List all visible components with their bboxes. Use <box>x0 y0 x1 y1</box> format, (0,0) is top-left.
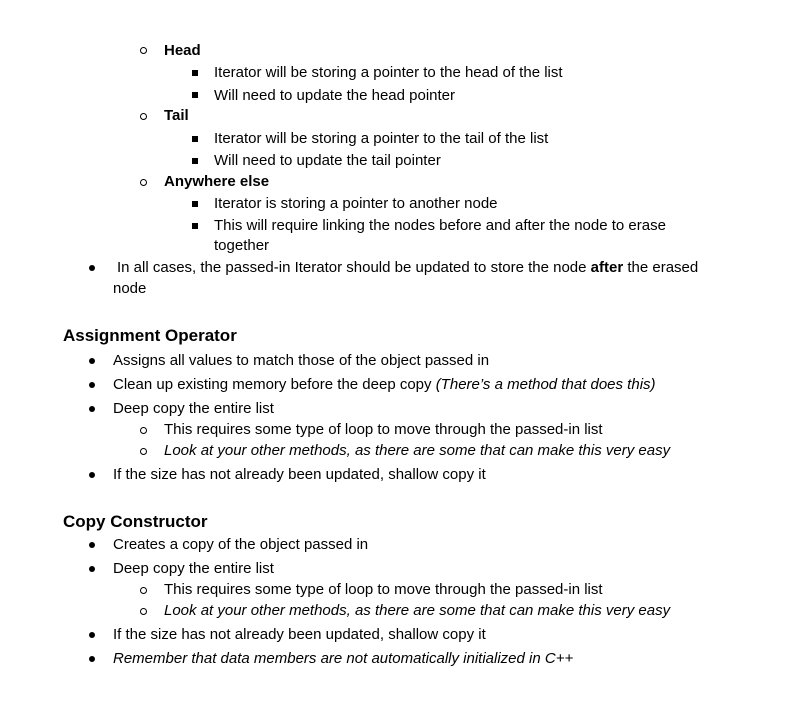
copy-item: Deep copy the entire list <box>113 560 274 577</box>
square-bullet-icon <box>192 201 198 207</box>
assignment-item <box>113 376 656 394</box>
disc-bullet-icon <box>89 632 95 638</box>
copy-constructor-heading: Copy Constructor <box>63 512 208 531</box>
hollow-circle-bullet-icon <box>140 113 147 120</box>
case-head-detail: Will need to update the head pointer <box>214 87 456 104</box>
copy-subitem: This requires some type of loop to move through the passed-in list <box>164 581 603 598</box>
all-cases-text: In all cases, the passed-in Iterator should be updated to store the node <box>117 259 591 276</box>
disc-bullet-icon <box>89 358 95 364</box>
assignment-subitem: This requires some type of loop to move through the passed-in list <box>164 421 603 438</box>
case-tail-detail: Iterator will be storing a pointer to the tail of the list <box>214 130 549 147</box>
square-bullet-icon <box>192 158 198 164</box>
case-tail-detail: Will need to update the tail pointer <box>214 152 441 169</box>
case-anywhere-title: Anywhere else <box>164 173 270 190</box>
hollow-circle-bullet-icon <box>140 587 147 594</box>
assignment-item: Assigns all values to match those of the object passed in <box>113 352 490 369</box>
hollow-circle-bullet-icon <box>140 427 147 434</box>
square-bullet-icon <box>192 223 198 229</box>
copy-item: Creates a copy of the object passed in <box>113 536 369 553</box>
copy-subitem: Look at your other methods, as there are some that can make this very easy <box>164 602 671 619</box>
case-head-detail: Iterator will be storing a pointer to the head of the list <box>214 64 563 81</box>
copy-item: If the size has not already been updated, shallow copy it <box>113 626 486 643</box>
case-tail-title: Tail <box>164 107 189 124</box>
disc-bullet-icon <box>89 566 95 572</box>
disc-bullet-icon <box>89 406 95 412</box>
disc-bullet-icon <box>89 472 95 478</box>
assignment-item: If the size has not already been updated, shallow copy it <box>113 466 486 483</box>
square-bullet-icon <box>192 92 198 98</box>
all-cases-emphasis: after <box>590 259 624 276</box>
case-anywhere-detail: Iterator is storing a pointer to another node <box>214 195 498 212</box>
case-anywhere-detail-wrap: together <box>214 237 270 254</box>
square-bullet-icon <box>192 70 198 76</box>
disc-bullet-icon <box>89 382 95 388</box>
assignment-subitem: Look at your other methods, as there are some that can make this very easy <box>164 442 671 459</box>
assignment-item-note: (There’s a method that does this) <box>435 376 656 393</box>
square-bullet-icon <box>192 136 198 142</box>
hollow-circle-bullet-icon <box>140 608 147 615</box>
disc-bullet-icon <box>89 265 95 271</box>
assignment-operator-heading: Assignment Operator <box>63 326 237 345</box>
disc-bullet-icon <box>89 656 95 662</box>
hollow-circle-bullet-icon <box>140 179 147 186</box>
case-anywhere-detail: This will require linking the nodes before and after the node to erase <box>214 217 666 234</box>
hollow-circle-bullet-icon <box>140 47 147 54</box>
copy-item: Remember that data members are not automatically initialized in C++ <box>113 650 574 667</box>
hollow-circle-bullet-icon <box>140 448 147 455</box>
all-cases-wrap: node <box>113 280 147 297</box>
all-cases-text-end: the erased <box>623 259 699 276</box>
disc-bullet-icon <box>89 542 95 548</box>
case-head-title: Head <box>164 42 201 59</box>
assignment-item: Deep copy the entire list <box>113 400 274 417</box>
assignment-item-text: Clean up existing memory before the deep copy <box>113 376 436 393</box>
all-cases-line <box>117 259 698 277</box>
